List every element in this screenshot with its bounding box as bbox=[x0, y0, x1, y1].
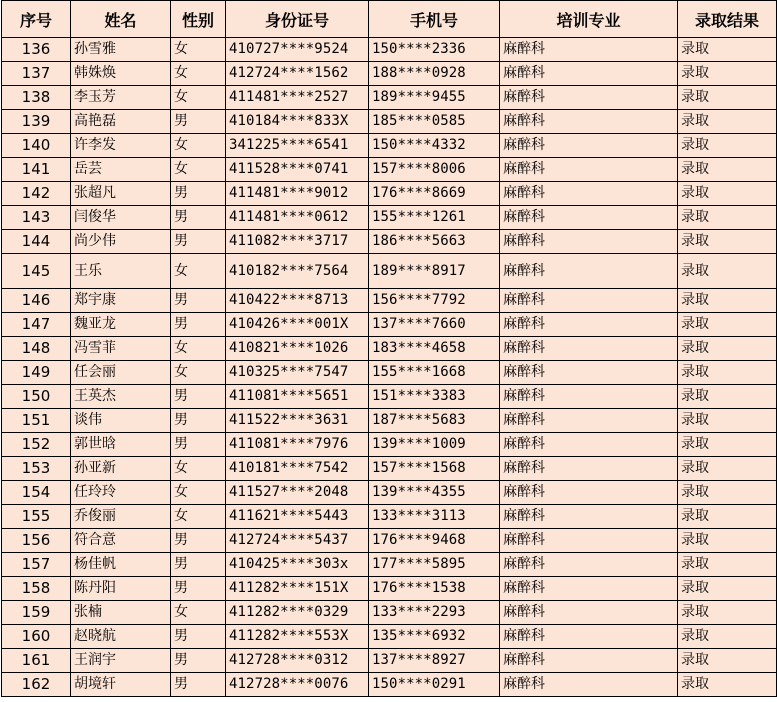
phone-cell: 155****1668 bbox=[369, 361, 500, 385]
major-cell: 麻醉科 bbox=[500, 134, 678, 158]
gender-cell: 女 bbox=[171, 62, 226, 86]
phone-cell: 151****3383 bbox=[369, 385, 500, 409]
table-row bbox=[2, 577, 777, 601]
seq-cell: 150 bbox=[2, 385, 71, 409]
major-cell: 麻醉科 bbox=[500, 337, 678, 361]
phone-cell: 156****7792 bbox=[369, 289, 500, 313]
seq-cell: 146 bbox=[2, 289, 71, 313]
gender-cell: 男 bbox=[171, 409, 226, 433]
table-row bbox=[2, 433, 777, 457]
gender-cell: 男 bbox=[171, 673, 226, 697]
seq-cell: 153 bbox=[2, 457, 71, 481]
name-cell: 岳芸 bbox=[71, 158, 171, 182]
gender-cell: 女 bbox=[171, 254, 226, 289]
name-cell: 王润宇 bbox=[71, 649, 171, 673]
name-cell: 符合意 bbox=[71, 529, 171, 553]
gender-cell: 男 bbox=[171, 433, 226, 457]
table-row bbox=[2, 505, 777, 529]
major-cell: 麻醉科 bbox=[500, 62, 678, 86]
result-cell: 录取 bbox=[678, 230, 777, 254]
major-cell: 麻醉科 bbox=[500, 433, 678, 457]
major-cell: 麻醉科 bbox=[500, 553, 678, 577]
phone-cell: 185****0585 bbox=[369, 110, 500, 134]
seq-cell: 157 bbox=[2, 553, 71, 577]
id-number-cell: 410325****7547 bbox=[226, 361, 369, 385]
major-cell: 麻醉科 bbox=[500, 409, 678, 433]
phone-cell: 150****0291 bbox=[369, 673, 500, 697]
table-row bbox=[2, 457, 777, 481]
name-cell: 许李发 bbox=[71, 134, 171, 158]
phone-cell: 188****0928 bbox=[369, 62, 500, 86]
id-number-cell: 411481****2527 bbox=[226, 86, 369, 110]
gender-cell: 女 bbox=[171, 86, 226, 110]
id-number-cell: 412724****1562 bbox=[226, 62, 369, 86]
name-cell: 杨佳帆 bbox=[71, 553, 171, 577]
seq-cell: 156 bbox=[2, 529, 71, 553]
result-cell: 录取 bbox=[678, 337, 777, 361]
seq-cell: 147 bbox=[2, 313, 71, 337]
major-cell: 麻醉科 bbox=[500, 457, 678, 481]
name-cell: 乔俊丽 bbox=[71, 505, 171, 529]
id-number-cell: 411522****3631 bbox=[226, 409, 369, 433]
phone-cell: 150****4332 bbox=[369, 134, 500, 158]
id-number-cell: 410184****833X bbox=[226, 110, 369, 134]
table-row bbox=[2, 673, 777, 697]
result-cell: 录取 bbox=[678, 529, 777, 553]
name-cell: 张超凡 bbox=[71, 182, 171, 206]
table-row bbox=[2, 649, 777, 673]
major-cell: 麻醉科 bbox=[500, 289, 678, 313]
header-phone: 手机号 bbox=[369, 1, 500, 38]
header-row bbox=[2, 1, 777, 38]
gender-cell: 男 bbox=[171, 385, 226, 409]
seq-cell: 155 bbox=[2, 505, 71, 529]
id-number-cell: 410821****1026 bbox=[226, 337, 369, 361]
gender-cell: 女 bbox=[171, 158, 226, 182]
table-row bbox=[2, 529, 777, 553]
admission-results-table bbox=[1, 0, 777, 697]
name-cell: 孙雪雅 bbox=[71, 38, 171, 62]
result-cell: 录取 bbox=[678, 182, 777, 206]
phone-cell: 189****9455 bbox=[369, 86, 500, 110]
seq-cell: 138 bbox=[2, 86, 71, 110]
gender-cell: 女 bbox=[171, 457, 226, 481]
result-cell: 录取 bbox=[678, 553, 777, 577]
result-cell: 录取 bbox=[678, 289, 777, 313]
id-number-cell: 411481****9012 bbox=[226, 182, 369, 206]
id-number-cell: 410727****9524 bbox=[226, 38, 369, 62]
result-cell: 录取 bbox=[678, 673, 777, 697]
id-number-cell: 412728****0312 bbox=[226, 649, 369, 673]
seq-cell: 152 bbox=[2, 433, 71, 457]
name-cell: 尚少伟 bbox=[71, 230, 171, 254]
seq-cell: 141 bbox=[2, 158, 71, 182]
table-row bbox=[2, 481, 777, 505]
name-cell: 陈丹阳 bbox=[71, 577, 171, 601]
table-row bbox=[2, 289, 777, 313]
id-number-cell: 410181****7542 bbox=[226, 457, 369, 481]
seq-cell: 143 bbox=[2, 206, 71, 230]
phone-cell: 139****1009 bbox=[369, 433, 500, 457]
name-cell: 王乐 bbox=[71, 254, 171, 289]
id-number-cell: 410425****303x bbox=[226, 553, 369, 577]
table-row bbox=[2, 38, 777, 62]
result-cell: 录取 bbox=[678, 433, 777, 457]
phone-cell: 177****5895 bbox=[369, 553, 500, 577]
phone-cell: 157****8006 bbox=[369, 158, 500, 182]
header-major: 培训专业 bbox=[500, 1, 678, 38]
gender-cell: 女 bbox=[171, 38, 226, 62]
seq-cell: 136 bbox=[2, 38, 71, 62]
major-cell: 麻醉科 bbox=[500, 385, 678, 409]
major-cell: 麻醉科 bbox=[500, 206, 678, 230]
seq-cell: 161 bbox=[2, 649, 71, 673]
result-cell: 录取 bbox=[678, 457, 777, 481]
result-cell: 录取 bbox=[678, 62, 777, 86]
major-cell: 麻醉科 bbox=[500, 649, 678, 673]
gender-cell: 女 bbox=[171, 601, 226, 625]
phone-cell: 176****9468 bbox=[369, 529, 500, 553]
table-row bbox=[2, 134, 777, 158]
table-row bbox=[2, 86, 777, 110]
result-cell: 录取 bbox=[678, 254, 777, 289]
major-cell: 麻醉科 bbox=[500, 182, 678, 206]
name-cell: 胡境轩 bbox=[71, 673, 171, 697]
gender-cell: 男 bbox=[171, 230, 226, 254]
header-seq: 序号 bbox=[2, 1, 71, 38]
major-cell: 麻醉科 bbox=[500, 38, 678, 62]
name-cell: 韩姝焕 bbox=[71, 62, 171, 86]
table-row bbox=[2, 361, 777, 385]
phone-cell: 135****6932 bbox=[369, 625, 500, 649]
phone-cell: 133****3113 bbox=[369, 505, 500, 529]
seq-cell: 144 bbox=[2, 230, 71, 254]
result-cell: 录取 bbox=[678, 38, 777, 62]
table-row bbox=[2, 601, 777, 625]
gender-cell: 男 bbox=[171, 182, 226, 206]
gender-cell: 男 bbox=[171, 625, 226, 649]
major-cell: 麻醉科 bbox=[500, 481, 678, 505]
major-cell: 麻醉科 bbox=[500, 601, 678, 625]
phone-cell: 189****8917 bbox=[369, 254, 500, 289]
gender-cell: 男 bbox=[171, 313, 226, 337]
name-cell: 谈伟 bbox=[71, 409, 171, 433]
phone-cell: 137****7660 bbox=[369, 313, 500, 337]
id-number-cell: 411081****5651 bbox=[226, 385, 369, 409]
seq-cell: 145 bbox=[2, 254, 71, 289]
id-number-cell: 411621****5443 bbox=[226, 505, 369, 529]
result-cell: 录取 bbox=[678, 505, 777, 529]
gender-cell: 女 bbox=[171, 337, 226, 361]
result-cell: 录取 bbox=[678, 625, 777, 649]
header-id-number: 身份证号 bbox=[226, 1, 369, 38]
phone-cell: 176****1538 bbox=[369, 577, 500, 601]
gender-cell: 女 bbox=[171, 134, 226, 158]
result-cell: 录取 bbox=[678, 86, 777, 110]
name-cell: 任玲玲 bbox=[71, 481, 171, 505]
major-cell: 麻醉科 bbox=[500, 230, 678, 254]
result-cell: 录取 bbox=[678, 206, 777, 230]
gender-cell: 男 bbox=[171, 289, 226, 313]
id-number-cell: 411282****151X bbox=[226, 577, 369, 601]
result-cell: 录取 bbox=[678, 134, 777, 158]
major-cell: 麻醉科 bbox=[500, 505, 678, 529]
table-row bbox=[2, 385, 777, 409]
gender-cell: 女 bbox=[171, 505, 226, 529]
id-number-cell: 410426****001X bbox=[226, 313, 369, 337]
seq-cell: 140 bbox=[2, 134, 71, 158]
id-number-cell: 412728****0076 bbox=[226, 673, 369, 697]
id-number-cell: 411282****553X bbox=[226, 625, 369, 649]
gender-cell: 女 bbox=[171, 361, 226, 385]
name-cell: 张楠 bbox=[71, 601, 171, 625]
phone-cell: 176****8669 bbox=[369, 182, 500, 206]
major-cell: 麻醉科 bbox=[500, 673, 678, 697]
phone-cell: 157****1568 bbox=[369, 457, 500, 481]
table-row bbox=[2, 409, 777, 433]
name-cell: 赵晓航 bbox=[71, 625, 171, 649]
table-row bbox=[2, 313, 777, 337]
seq-cell: 137 bbox=[2, 62, 71, 86]
phone-cell: 187****5683 bbox=[369, 409, 500, 433]
name-cell: 孙亚新 bbox=[71, 457, 171, 481]
result-cell: 录取 bbox=[678, 361, 777, 385]
id-number-cell: 410182****7564 bbox=[226, 254, 369, 289]
seq-cell: 158 bbox=[2, 577, 71, 601]
result-cell: 录取 bbox=[678, 385, 777, 409]
seq-cell: 139 bbox=[2, 110, 71, 134]
id-number-cell: 411082****3717 bbox=[226, 230, 369, 254]
table-row bbox=[2, 110, 777, 134]
result-cell: 录取 bbox=[678, 649, 777, 673]
result-cell: 录取 bbox=[678, 313, 777, 337]
table-row bbox=[2, 625, 777, 649]
phone-cell: 186****5663 bbox=[369, 230, 500, 254]
major-cell: 麻醉科 bbox=[500, 86, 678, 110]
phone-cell: 150****2336 bbox=[369, 38, 500, 62]
seq-cell: 151 bbox=[2, 409, 71, 433]
id-number-cell: 411282****0329 bbox=[226, 601, 369, 625]
seq-cell: 148 bbox=[2, 337, 71, 361]
table-row bbox=[2, 206, 777, 230]
seq-cell: 162 bbox=[2, 673, 71, 697]
result-cell: 录取 bbox=[678, 481, 777, 505]
name-cell: 王英杰 bbox=[71, 385, 171, 409]
result-cell: 录取 bbox=[678, 601, 777, 625]
name-cell: 任会丽 bbox=[71, 361, 171, 385]
header-name: 姓名 bbox=[71, 1, 171, 38]
major-cell: 麻醉科 bbox=[500, 625, 678, 649]
seq-cell: 142 bbox=[2, 182, 71, 206]
gender-cell: 男 bbox=[171, 577, 226, 601]
name-cell: 郭世晗 bbox=[71, 433, 171, 457]
gender-cell: 男 bbox=[171, 553, 226, 577]
table-body bbox=[2, 38, 777, 697]
result-cell: 录取 bbox=[678, 110, 777, 134]
phone-cell: 183****4658 bbox=[369, 337, 500, 361]
header-gender: 性别 bbox=[171, 1, 226, 38]
result-cell: 录取 bbox=[678, 577, 777, 601]
seq-cell: 159 bbox=[2, 601, 71, 625]
table-row bbox=[2, 230, 777, 254]
seq-cell: 154 bbox=[2, 481, 71, 505]
name-cell: 冯雪菲 bbox=[71, 337, 171, 361]
name-cell: 郑宇康 bbox=[71, 289, 171, 313]
id-number-cell: 411527****2048 bbox=[226, 481, 369, 505]
name-cell: 魏亚龙 bbox=[71, 313, 171, 337]
seq-cell: 160 bbox=[2, 625, 71, 649]
id-number-cell: 411528****0741 bbox=[226, 158, 369, 182]
gender-cell: 男 bbox=[171, 110, 226, 134]
name-cell: 李玉芳 bbox=[71, 86, 171, 110]
id-number-cell: 341225****6541 bbox=[226, 134, 369, 158]
phone-cell: 155****1261 bbox=[369, 206, 500, 230]
table-row bbox=[2, 254, 777, 289]
phone-cell: 137****8927 bbox=[369, 649, 500, 673]
major-cell: 麻醉科 bbox=[500, 110, 678, 134]
id-number-cell: 412724****5437 bbox=[226, 529, 369, 553]
major-cell: 麻醉科 bbox=[500, 254, 678, 289]
gender-cell: 女 bbox=[171, 481, 226, 505]
id-number-cell: 410422****8713 bbox=[226, 289, 369, 313]
gender-cell: 男 bbox=[171, 529, 226, 553]
table-row bbox=[2, 337, 777, 361]
major-cell: 麻醉科 bbox=[500, 529, 678, 553]
major-cell: 麻醉科 bbox=[500, 313, 678, 337]
table-row bbox=[2, 553, 777, 577]
table-row bbox=[2, 182, 777, 206]
id-number-cell: 411481****0612 bbox=[226, 206, 369, 230]
phone-cell: 139****4355 bbox=[369, 481, 500, 505]
result-cell: 录取 bbox=[678, 158, 777, 182]
table-row bbox=[2, 62, 777, 86]
major-cell: 麻醉科 bbox=[500, 361, 678, 385]
name-cell: 高艳磊 bbox=[71, 110, 171, 134]
gender-cell: 男 bbox=[171, 206, 226, 230]
major-cell: 麻醉科 bbox=[500, 158, 678, 182]
table-header bbox=[2, 1, 777, 38]
seq-cell: 149 bbox=[2, 361, 71, 385]
major-cell: 麻醉科 bbox=[500, 577, 678, 601]
gender-cell: 男 bbox=[171, 649, 226, 673]
id-number-cell: 411081****7976 bbox=[226, 433, 369, 457]
header-result: 录取结果 bbox=[678, 1, 777, 38]
result-cell: 录取 bbox=[678, 409, 777, 433]
table-row bbox=[2, 158, 777, 182]
phone-cell: 133****2293 bbox=[369, 601, 500, 625]
name-cell: 闫俊华 bbox=[71, 206, 171, 230]
